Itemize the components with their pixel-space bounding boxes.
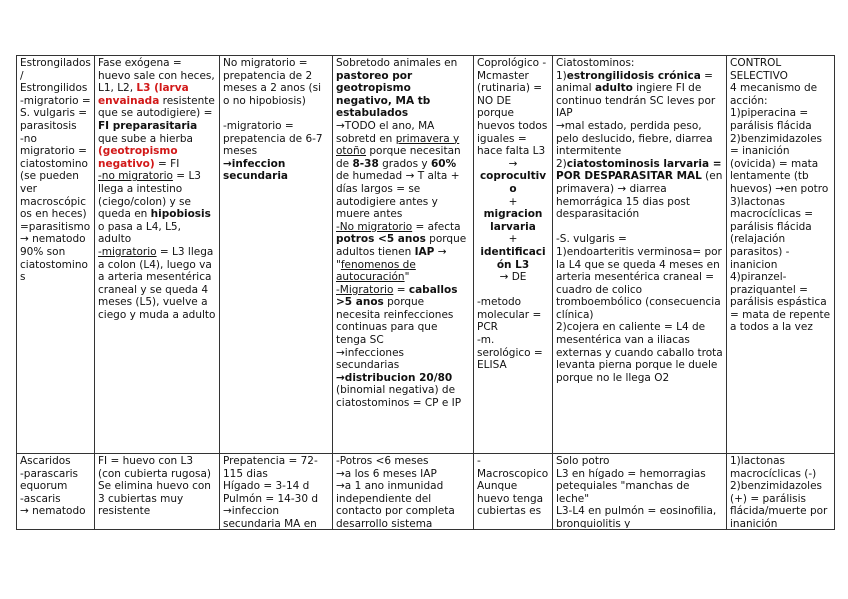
cell-r2-c5: -Macroscopico Aunque huevo tenga cubiertas es (474, 454, 553, 530)
table-row (17, 454, 835, 530)
cell-r2-c3: Prepatencia = 72-115 dias Hígado = 3-14 d Pulmón = 14-30 d →infeccion secundaria MA en (220, 454, 333, 530)
cell-r1-c5: Coprológico -Mcmaster (rutinaria) = NO DE porque huevos todos iguales = hace falta L3 → coprocultivo + migracion larvaria + identificación L3 → DE -metodo molecular = PCR -m. serológico = ELISA (474, 56, 553, 454)
cell-r1-c6: Ciatostominos: 1)estrongilidosis crónica = animal adulto ingiere FI de continuo tendrán SC leves por IAP →mal estado, perdida peso, pelo deslucido, fiebre, diarrea intermitente 2)ciatostominosis larvaria = POR DESPARASITAR MAL (en primavera) → diarrea hemorrágica 15 dias post desparasitación -S. vulgaris = 1)endoarteritis verminosa= por la L4 que se queda 4 meses en arteria mesentérica craneal = cuadro de colico tromboembólico (consecuencia clínica) 2)cojera en caliente = L4 de mesentérica van a iliacas externas y cuando caballo trota levanta pierna porque le duele porque no le llega O2 (553, 56, 727, 454)
cell-r2-c7: 1)lactonas macrocíclicas (-) 2)benzimidazoles (+) = parálisis flácida/muerte por inanición (727, 454, 835, 530)
arrow-icon: → (508, 157, 518, 170)
cell-r2-c1: Ascaridos -parascaris equorum -ascaris → nematodo (17, 454, 95, 530)
cell-r1-c2: Fase exógena = huevo sale con heces, L1, L2, L3 (larva envainada resistente que se autodigiere) = FI preparasitaria que sube a hierba (geotropismo negativo) = FI -no migratorio = L3 llega a intestino (ciego/colon) y se queda en hipobiosis o pasa a L4, L5, adulto -migratorio = L3 llega a colon (L4), luego va a arteria mesentérica craneal y se queda 4 meses (L5), vuelve a ciego y muda a adulto (95, 56, 220, 454)
cell-r1-c4: Sobretodo animales en pastoreo por geotropismo negativo, MA tb estabulados →TODO el ano, MA sobretd en primavera y otoño porque necesitan de 8-38 grados y 60% de humedad → T alta + días largos = se autodigiere antes y muere antes -No migratorio = afecta potros <5 anos porque adultos tienen IAP → "fenomenos de autocuración" -Migratorio = caballos >5 anos porque necesita reinfecciones continuas para que tenga SC →infecciones secundarias →distribucion 20/80 (binomial negativa) de ciatostominos = CP e IP (333, 56, 474, 454)
cell-r1-c7: CONTROL SELECTIVO 4 mecanismo de acción: 1)piperacina = parálisis flácida 2)benzimidazoles = inanición (ovicida) = mata lentamente (tb huevos) →en potro 3)lactonas macrocíclicas = parálisis flácida (relajación parasitos) - inanicion 4)piranzel-praziquantel = parálisis espástica = mata de repente a todos a la vez (727, 56, 835, 454)
cell-r2-c6: Solo potro L3 en hígado = hemorragias petequiales "manchas de leche" L3-L4 en pulmón = eosinofilia, bronquiolitis y (553, 454, 727, 530)
cell-r2-c2: FI = huevo con L3 (con cubierta rugosa) Se elimina huevo con 3 cubiertas muy resistente (95, 454, 220, 530)
cell-r1-c3: No migratorio = prepatencia de 2 meses a 2 anos (si o no hipobiosis) -migratorio = prepatencia de 6-7 meses →infeccion secundaria (220, 56, 333, 454)
cell-r2-c4: -Potros <6 meses →a los 6 meses IAP →a 1 ano inmunidad independiente del contacto por completa desarrollo sistema (333, 454, 474, 530)
table-row (17, 56, 835, 454)
notes-table (16, 55, 835, 530)
cell-r1-c1: Estrongilados/ Estrongilidos -migratorio = S. vulgaris = parasitosis -no migratorio = ciatostomino (se pueden ver macroscópicos en heces) =parasitismo → nematodo 90% son ciatostominos (17, 56, 95, 454)
